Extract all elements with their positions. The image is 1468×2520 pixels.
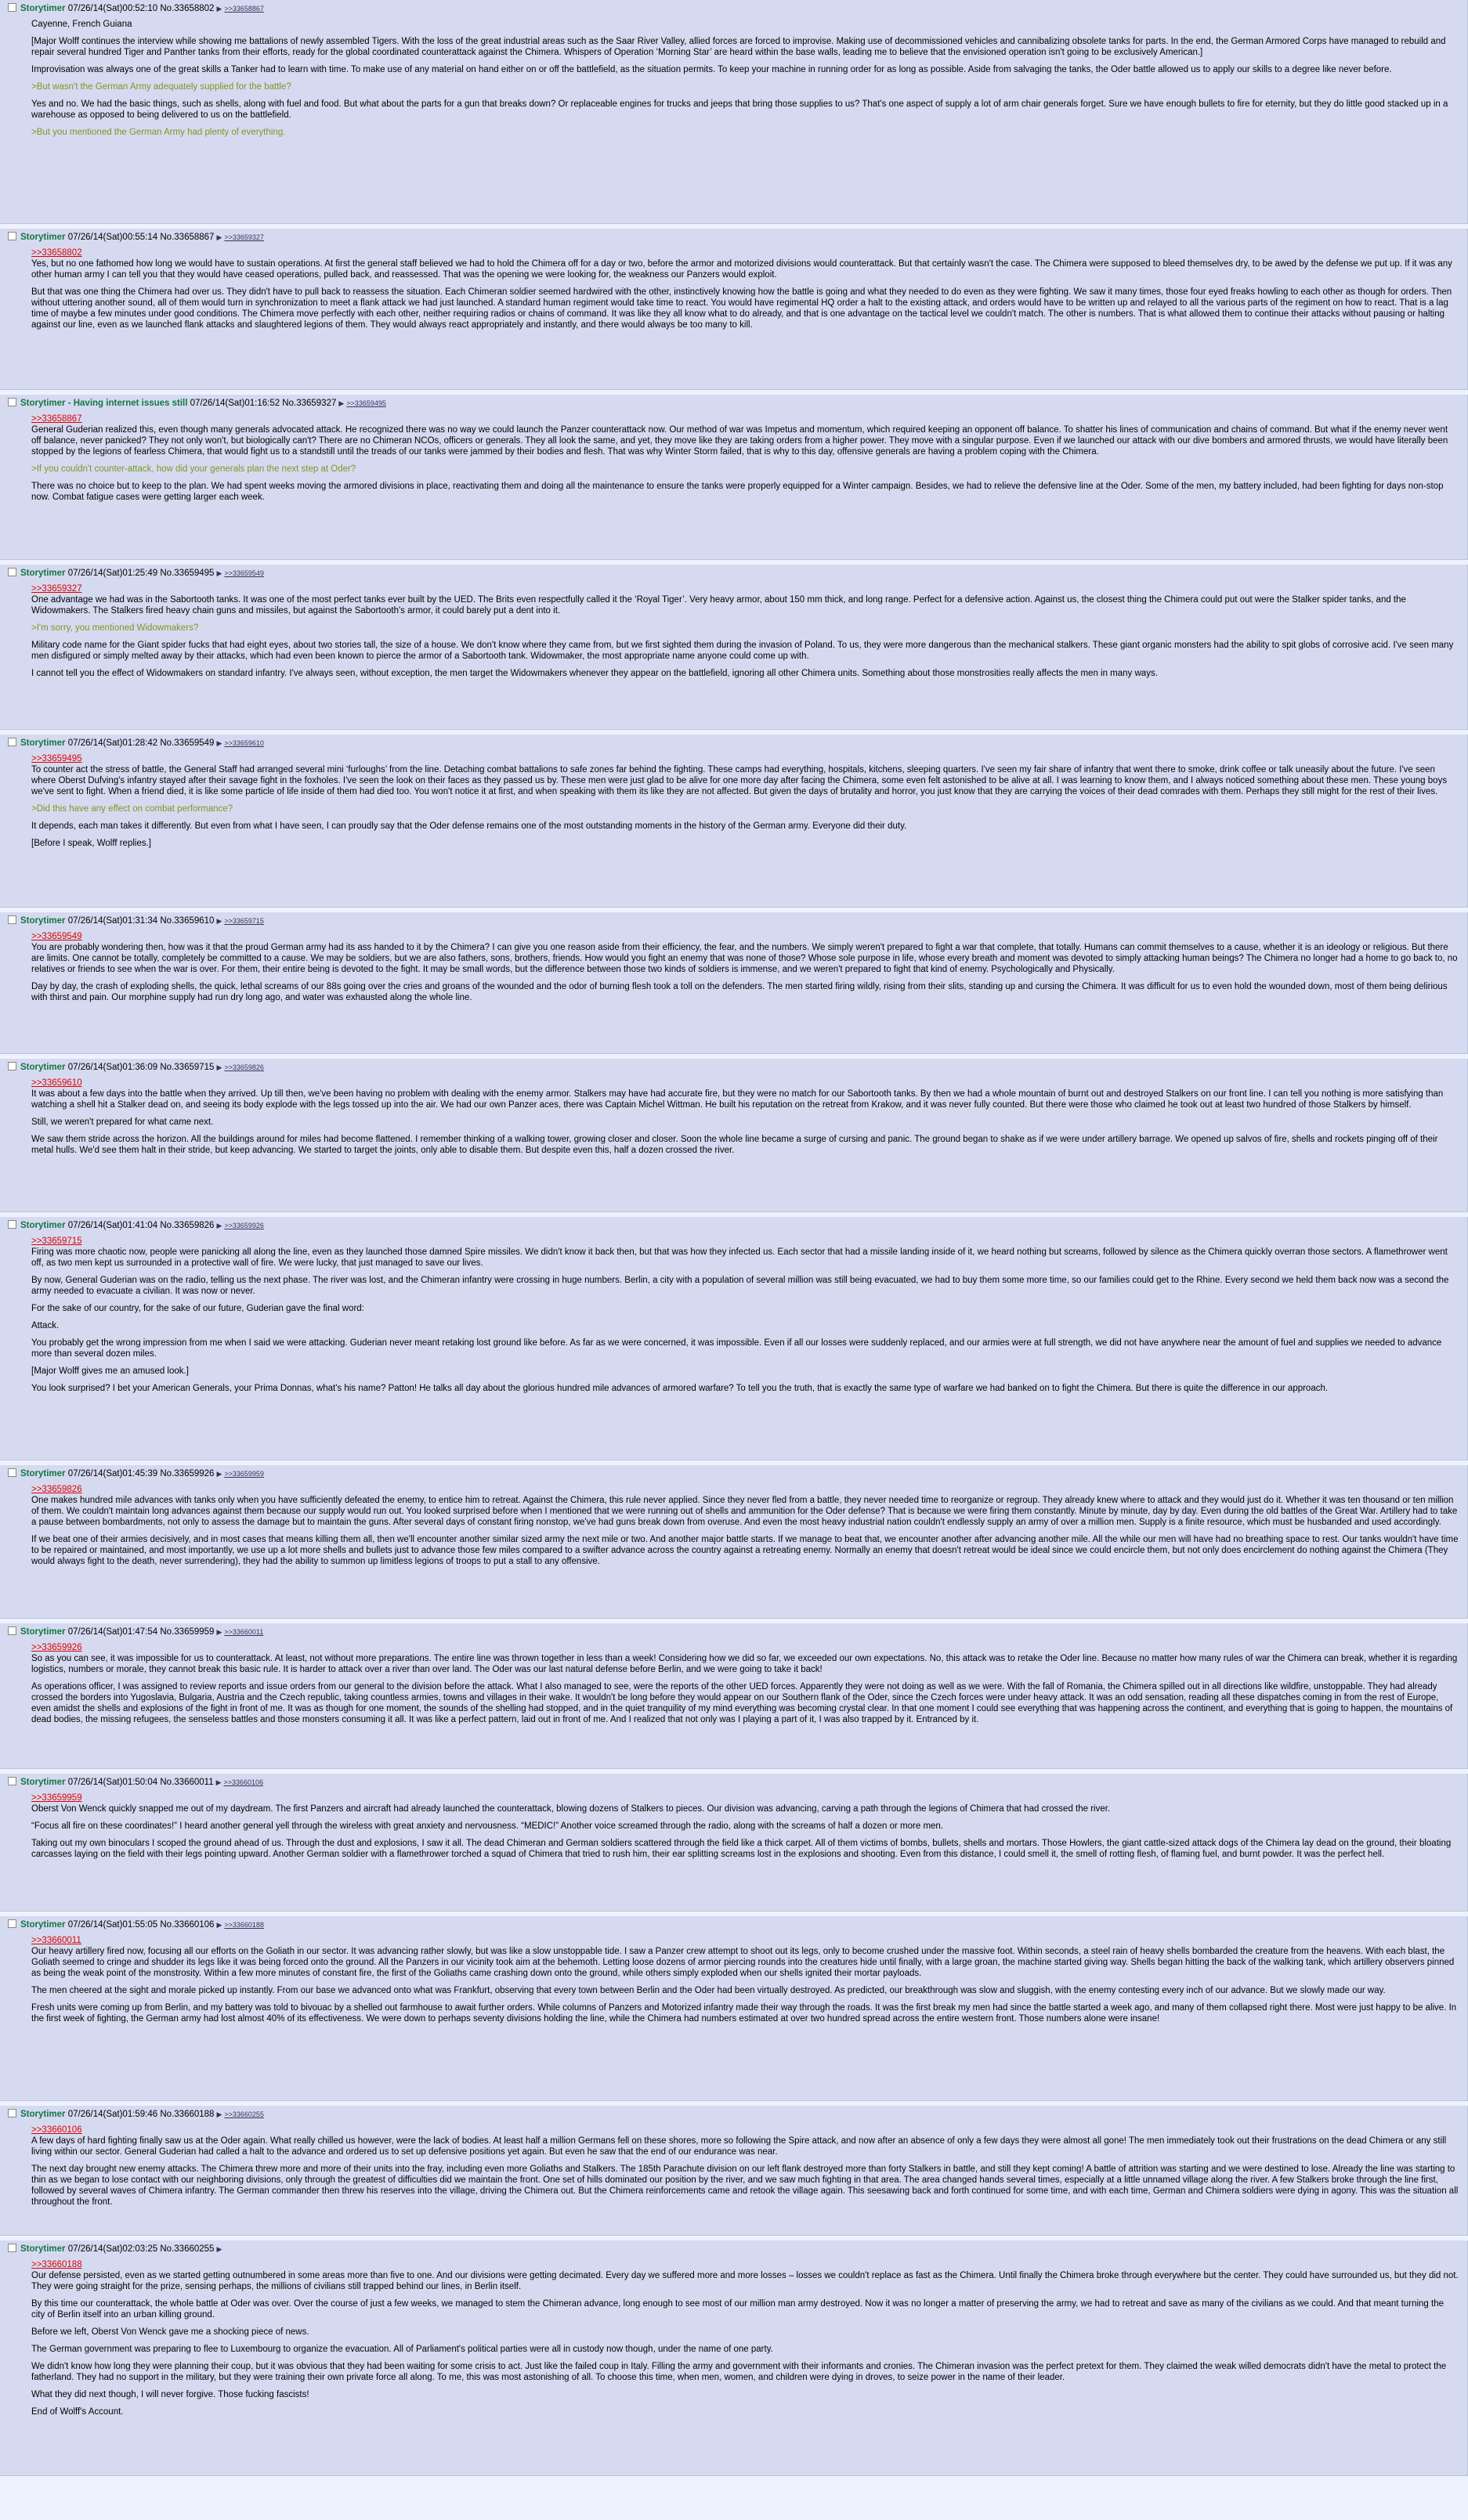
quote-link[interactable]: >>33659715 <box>31 1237 82 1246</box>
backlink[interactable]: >>33659926 <box>224 1222 264 1229</box>
post-paragraph: To counter act the stress of battle, the General Staff had arranged several mini ‘furloughs’ from the line. Detaching combat battalions to safe zones far behind the fighting. These camps had everything, hospitals, kitchens, sleeping quarters. I've seen my fair share of infantry that went there to smoke, drink coffee or talk uneasily about the future. I've seen where Oberst Dufving's infantry stayed after their savage fight in the foxholes. I've seen the look on their faces as they passed us by. These men were just glad to be alive for one more day after facing the Chimera, some even felt astonished to be alive at all. I was learning to know them, and I always noticed something about these men. These young boys we've sent to fight. When a friend died, it is like some particle of life inside of them had died too. You won't notice it at first, and when speaking with them its like they are not affected. But given the days of brutality and horror, you just know that they are carrying the voices of their dead comrades with them. Perhaps they still might for the rest of their lives. <box>31 765 1448 796</box>
post-checkbox[interactable] <box>8 568 16 576</box>
post-body <box>31 1935 1459 2024</box>
post-paragraph: If we beat one of their armies decisively, and in most cases that means killing them all, then we'll encounter another similar sized army the next mile or two. And another major battle starts. If we manage to beat that, we encounter another after advancing another mile. All the while our men will have had no breathing space to rest. Our tanks wouldn't have time to be repaired or maintained, and most importantly, we use up a lot more shells and bullets just to advance those few miles compared to a swifter advance across the country against a retreating enemy. Normally an enemy that doesn't retreat would be ideal since we could encircle them, but not only does encirclement do nothing against the Chimera (They would always fight to the death, never surrendering), they had the ability to summon up limitless legions of troops to put a stall to any offensive. <box>31 1535 1459 1566</box>
post <box>0 2240 1468 2476</box>
post-body <box>31 247 1459 330</box>
post-datetime-number[interactable]: 07/26/14(Sat)01:41:04 No.33659826 <box>67 1221 215 1230</box>
post-paragraph: You are probably wondering then, how was it that the proud German army had its ass handed to it by the Chimera? I can give you one reason aside from their efficiency, the fear, and the numbers. We simply weren't prepared to fight a war that complete, that totally. Humans can commit themselves to a cause, whether it is an ideology or religious. But there are limits. One cannot be totally, completely be committed to a cause. We may be soldiers, but we are also fathers, sons, brothers, friends. How would you fight an enemy that was none of those? Whose sole purpose in life, whose every breath and moment was devoted to simply attacking human beings? The Chimera no longer had a home to go back to, no relatives or friends to see when the war is over. For them, their entire being is devoted to the fight. It may be small words, but the difference between those two kinds of soldiers is immense, and we weren't prepared to fight that kind of enemy. Psychologically and Physically. <box>31 943 1458 974</box>
post-datetime-number[interactable]: 07/26/14(Sat)00:55:14 No.33658867 <box>67 233 215 242</box>
post-datetime-number[interactable]: 07/26/14(Sat)01:36:09 No.33659715 <box>67 1063 215 1072</box>
post-header <box>8 1777 1459 1788</box>
post-datetime-number[interactable]: 07/26/14(Sat)01:47:54 No.33659959 <box>67 1627 215 1637</box>
post-paragraph: It was about a few days into the battle when they arrived. Up till then, we've been having no problem with dealing with the enemy armor. Stalkers may have had accurate fire, but they were no match for our Sabortooth tanks. By then we had a whole mountain of burnt out and destroyed Stalkers on our front line. I can tell you nothing is more satisfying than watching a shell hit a Stalker dead on, and seeing its body explode with the legs tossed up into the air. We had our own Panzer aces, there was Captain Michel Wittman. He built his reputation on the retreat from Krakow, and it was never fully counted. But there were those who claimed he took out at least two hundred of those Stalkers by himself. <box>31 1089 1444 1110</box>
backlink[interactable]: >>33660255 <box>224 2110 264 2118</box>
backlink[interactable]: >>33660011 <box>224 1628 264 1636</box>
backlink[interactable]: >>33659549 <box>224 569 264 577</box>
post-header <box>8 2109 1459 2120</box>
post-paragraph: Firing was more chaotic now, people were panicking all along the line, even as they launched those damned Spire missiles. We didn't know it back then, but that was how they infected us. Each sector that had a missile landing inside of it, we heard nothing but screams, followed by silence as the Chimera quickly overran those sectors. A flamethrower went off, as two men kept us surrounded in a protective wall of fire. We were lucky, that just managed to save our lives. <box>31 1247 1448 1268</box>
post-datetime-number[interactable]: 07/26/14(Sat)01:55:05 No.33660106 <box>67 1920 215 1930</box>
post-paragraph: The next day brought new enemy attacks. The Chimera threw more and more of their units into the fray, including even more Goliaths and Stalkers. The 185th Parachute division on our left flank destroyed more than forty Stalkers in battle, and still they kept coming! A battle of attrition was starting and we were destined to lose. Already the line was starting to thin as we began to lose contact with our neighboring divisions, only through the greatest of difficulties did we maintain the front. One set of hills dominated our position by the river, and we saw much fighting in that area. The area changed hands several times, especially at a little unnamed village along the river. A few Stalkers broke through the line first, followed by several waves of Chimera infantry. The German commander then threw his reserves into the village, driving the Chimera out. But the Chimera reinforcements came and retook the village again. This seesawing back and forth continued for some time, and with each time, German and Chimera soldiers were dying in agony. This was the situation all throughout the front. <box>31 2164 1459 2207</box>
post-paragraph: Yes and no. We had the basic things, such as shells, along with fuel and food. But what about the parts for a gun that breaks down? Or replaceable engines for trucks and jeeps that bring those supplies to us? That's one aspect of supply a lot of arm chair generals forget. Sure we have enough bullets to fire for eternity, but they do little good stacked up in a warehouse as opposed to being delivered to us on the battlefield. <box>31 99 1448 120</box>
post-paragraph: You look surprised? I bet your American Generals, your Prima Donnas, what's his name? Patton! He talks all day about the glorious hundred mile advances of armored warfare? To tell you the truth, that is exactly the same type of warfare we had banked on to fight the Chimera. But there is quite the difference in our approach. <box>31 1384 1329 1393</box>
post-paragraph: What they did next though, I will never forgive. Those fucking fascists! <box>31 2390 309 2399</box>
post <box>0 1774 1468 1912</box>
post-header <box>8 1468 1459 1479</box>
post <box>0 912 1468 1054</box>
post-paragraph: Before we left, Oberst Von Wenck gave me a shocking piece of news. <box>31 2327 309 2337</box>
post-menu-arrow-icon[interactable]: ▶ <box>216 2110 222 2118</box>
post-paragraph: By this time our counterattack, the whole battle at Oder was over. Over the course of just a few weeks, we managed to stem the Chimeran advance, long enough to see most of our million man army destroyed. Now it was no longer a matter of preserving the army, we had to retreat and save as many of the civilians as we could. And that meant turning the city of Berlin itself into an urban killing ground. <box>31 2299 1444 2320</box>
post-header <box>8 1626 1459 1637</box>
post <box>0 1623 1468 1769</box>
poster-name: Storytimer <box>20 2244 66 2254</box>
post-checkbox[interactable] <box>8 232 16 240</box>
post-paragraph: Attack. <box>31 1321 60 1330</box>
post-body <box>31 1793 1459 1860</box>
greentext-line: >But you mentioned the German Army had plenty of everything. <box>31 128 286 137</box>
post-menu-arrow-icon[interactable]: ▶ <box>216 739 222 747</box>
post-checkbox[interactable] <box>8 398 16 406</box>
post <box>0 0 1468 224</box>
poster-name: Storytimer <box>20 569 66 578</box>
post-datetime-number[interactable]: 07/26/14(Sat)00:52:10 No.33658802 <box>67 4 215 13</box>
backlink[interactable]: >>33659495 <box>346 399 386 407</box>
post-menu-arrow-icon[interactable]: ▶ <box>216 917 222 925</box>
quote-link[interactable]: >>33659327 <box>31 584 82 594</box>
backlink[interactable]: >>33659610 <box>224 739 264 747</box>
post <box>0 1059 1468 1212</box>
post-menu-arrow-icon[interactable]: ▶ <box>216 1628 222 1636</box>
post <box>0 229 1468 390</box>
post-header <box>8 1919 1459 1930</box>
poster-name: Storytimer <box>20 1627 66 1637</box>
post-paragraph: You probably get the wrong impression from me when I said we were attacking. Guderian never meant retaking lost ground like before. As far as we were concerned, it was impossible. Even if all our losses were suddenly replaced, and our armies were at full strength, we did not have anywhere near the amount of fuel and supplies we needed to advance more than several dozen miles. <box>31 1338 1442 1359</box>
poster-name: Storytimer <box>20 1221 66 1230</box>
quote-link[interactable]: >>33659495 <box>31 754 82 764</box>
quote-link[interactable]: >>33658867 <box>31 414 82 424</box>
post-menu-arrow-icon[interactable]: ▶ <box>215 1778 222 1786</box>
post-datetime-number[interactable]: 07/26/14(Sat)01:28:42 No.33659549 <box>67 738 215 748</box>
post-header <box>8 398 1459 409</box>
post-paragraph: But that was one thing the Chimera had over us. They didn't have to pull back to reassess the situation. Each Chimeran soldier seemed hardwired with the other, instinctively knowing how the battle is going and what they needed to do even as they were fighting. We saw it many times, those four eyed freaks howling to each other as though for orders. Then without uttering another sound, all of them would turn in synchronization to meet a flank attack we had just launched. A standard human regiment would take time to react. You would have regimental HQ order a halt to the existing attack, and orders would have to be written up and relayed to all the various parts of the regiment on how to react. That is a lag time of maybe a few minutes under good conditions. The Chimera move perfectly with each other, neither requiring radios or chains of command. It was like they all know what to do already, and that is one advantage on the tactical level we couldn't match. The other is numbers. That is what allowed them to continue their attacks without pausing or halting against our line, even as we launched flank attacks and slaughtered legions of them. They would always react appropriately and instantly, and there would always be too many to kill. <box>31 287 1452 330</box>
greentext-line: >I'm sorry, you mentioned Widowmakers? <box>31 623 199 633</box>
post-checkbox[interactable] <box>8 1919 16 1928</box>
post-paragraph: [Before I speak, Wolff replies.] <box>31 839 151 848</box>
post-datetime-number[interactable]: 07/26/14(Sat)01:59:46 No.33660188 <box>67 2110 215 2119</box>
post-datetime-number[interactable]: 07/26/14(Sat)01:31:34 No.33659610 <box>67 916 215 926</box>
post-checkbox[interactable] <box>8 1220 16 1229</box>
post-paragraph: Day by day, the crash of exploding shells, the quick, lethal screams of our 88s going over the cries and groans of the wounded and the odor of burning flesh took a toll on the defenders. The men started firing wildly, rising from their slits, standing up and cursing the Chimera. It was difficult for us to even hold the wounded down, most of them being delirious with thirst and pain. Our morphine supply had run dry long ago, and water was exhausted along the whole line. <box>31 982 1448 1002</box>
post-header <box>8 568 1459 579</box>
quote-link[interactable]: >>33660188 <box>31 2260 82 2269</box>
post-body <box>31 583 1459 679</box>
post-paragraph: Our defense persisted, even as we started getting outnumbered in some areas more than five to one. And our divisions were getting decimated. Every day we suffered more and more losses – losses we couldn't replace as fast as the Chimera. Until finally the Chimera broke through everywhere but the center. They could have surrounded us, but they did not. They were going straight for the prize, sensing perhaps, the millions of civilians still trapped behind our lines, in Berlin itself. <box>31 2271 1459 2291</box>
post-header <box>8 738 1459 749</box>
post <box>0 735 1468 908</box>
post <box>0 565 1468 730</box>
post-paragraph: The German government was preparing to flee to Luxembourg to organize the evacuation. All of Parliament's political parties were all in custody now though, under the name of one party. <box>31 2345 773 2354</box>
quote-link[interactable]: >>33658802 <box>31 248 82 258</box>
quote-link[interactable]: >>33660106 <box>31 2125 82 2135</box>
poster-name: Storytimer <box>20 1063 66 1072</box>
poster-name: Storytimer <box>20 1920 66 1930</box>
poster-name: Storytimer <box>20 1469 66 1478</box>
post-menu-arrow-icon[interactable]: ▶ <box>338 399 345 407</box>
quote-link[interactable]: >>33659926 <box>31 1643 82 1652</box>
post-body <box>31 1078 1459 1156</box>
post-body <box>31 2125 1459 2208</box>
backlink[interactable]: >>33658867 <box>224 5 264 13</box>
post <box>0 1916 1468 2101</box>
post-checkbox[interactable] <box>8 2244 16 2252</box>
post-menu-arrow-icon[interactable]: ▶ <box>216 1063 222 1071</box>
post-paragraph: Oberst Von Wenck quickly snapped me out of my daydream. The first Panzers and aircraft had already launched the counterattack, blowing dozens of Stalkers to pieces. Our division was advancing, carving a path through the legions of Chimera that had crossed the river. <box>31 1804 1111 1814</box>
post <box>0 395 1468 560</box>
quote-link[interactable]: >>33659959 <box>31 1793 82 1803</box>
backlink[interactable]: >>33659715 <box>224 917 264 925</box>
post <box>0 1465 1468 1619</box>
post-paragraph: There was no choice but to keep to the plan. We had spent weeks moving the armored divisions in place, reactivating them and doing all the maintenance to ensure the tanks were properly equipped for a Winter campaign. Besides, we had to relieve the defensive line at the Oder. Some of the men, my battery included, had been fighting for days non-stop now. Combat fatigue cases were getting larger each week. <box>31 482 1444 502</box>
quote-link[interactable]: >>33659610 <box>31 1078 82 1088</box>
post-body <box>31 413 1459 503</box>
poster-name: Storytimer <box>20 2110 66 2119</box>
post-paragraph: We saw them stride across the horizon. All the buildings around for miles had become flattened. I remember thinking of a walking tower, growing closer and closer. Soon the whole line became a surge of cursing and panic. The ground began to shake as if we were under artillery barrage. We opened up salvos of fire, shells and rockets pinging off of their metal hulls. We'd see them halt in their stride, but keep advancing. We started to target the joints, only able to disable them. But despite even this, half a dozen crossed the river. <box>31 1135 1438 1155</box>
post-paragraph: Yes, but no one fathomed how long we would have to sustain operations. At first the general staff believed we had to hold the Chimera off for a day or two, before the armor and motorized divisions would counterattack. But that certainly wasn't the case. The Chimera were supposed to bleed themselves dry, to be awed by the defense we put up. If it was any other human army I can tell you that they would have ceased operations, pulled back, and reassessed. That was the opening we were looking for, the weakness our Panzers would exploit. <box>31 259 1452 280</box>
post-menu-arrow-icon[interactable]: ▶ <box>216 569 222 577</box>
post-checkbox[interactable] <box>8 2109 16 2117</box>
post-paragraph: Military code name for the Giant spider fucks that had eight eyes, about two stories tall, the size of a house. We don't know where they came from, but we first sighted them during the invasion of Poland. To us, they were more dangerous than the mechanical stalkers. These giant organic monsters had the ability to spit globs of corrosive acid. I've seen many men disfigured or simply melted away by their attacks, which had even been known to pierce the armor of a Sabortooth tank. Widowmaker, the most appropriate name anyone could come up with. <box>31 641 1454 661</box>
post-header <box>8 2244 1459 2255</box>
post-menu-arrow-icon[interactable]: ▶ <box>216 5 222 13</box>
post-body <box>31 1642 1459 1725</box>
poster-name: Storytimer - Having internet issues still <box>20 399 188 408</box>
post-menu-arrow-icon[interactable]: ▶ <box>216 2245 222 2253</box>
post-datetime-number[interactable]: 07/26/14(Sat)01:16:52 No.33659327 <box>190 399 337 408</box>
greentext-line: >But wasn't the German Army adequately supplied for the battle? <box>31 82 291 92</box>
post-body <box>31 753 1459 849</box>
post-paragraph: Cayenne, French Guiana <box>31 20 132 29</box>
post-body <box>31 19 1459 138</box>
post-paragraph: Our heavy artillery fired now, focusing all our efforts on the Goliath in our sector. It was advancing rather slowly, but was like a slow unstoppable tide. I saw a Panzer crew attempt to shoot out its legs, only to become crushed under the massive foot. Within seconds, a steel rain of heavy shells bombarded the creature from the heavens. With each blast, the Goliath seemed to cringe and shudder its legs like it was being forced onto the ground. All the Panzers in our vicinity took aim at the behemoth. Letting loose dozens of armor piercing rounds into the creatures hide until finally, with a large groan, the machine started giving way. Shells began hitting the back of the walking tank, which artillery observers pinned as being the weak point of the monstrosity. Within a few more minutes of constant fire, the first of the Goliaths came crashing down onto the ground, while others simply exploded when our shells ignited their mortar payloads. <box>31 1947 1455 1978</box>
poster-name: Storytimer <box>20 4 66 13</box>
post-paragraph: As operations officer, I was assigned to review reports and issue orders from our general to the division before the attack. What I also managed to see, were the reports of the other UED forces. Apparently they were not doing as well as we were. With the fall of Romania, the Chimera spilled out in all directions like wildfire, unstoppable. They had already crossed the borders into Yugoslavia, Bulgaria, Austria and the Czech republic, taking countless armies, towns and villages in their wake. It wouldn't be long before they would appear on our Southern flank of the Oder, since the Czech forces were under heavy attack. It was an odd sensation, reading all these dispatches coming in from the rest of Europe, even amidst the shells and explosions of the fight in front of me. It was as though for one moment, the sounds of the shelling had stopped, and in the quiet tranquility of my mind everything was becoming crystal clear. In that one moment I could see everything that was happening across the continent, and everything that is going to happen, the mountains of dead bodies, the missing refugees, the senseless battles and those monsters consuming it all. It was like a perfect pattern, laid out in front of me. And I realized that not only was I playing a part of it, I was also trapped by it. Entranced by it. <box>31 1682 1453 1724</box>
post-datetime-number[interactable]: 07/26/14(Sat)01:50:04 No.33660011 <box>67 1778 214 1787</box>
post-paragraph: “Focus all fire on these coordinates!” I heard another general yell through the wireless with great anxiety and nervousness. “MEDIC!” Another voice screamed through the radio, along with the screams of half a dozen or more men. <box>31 1821 944 1831</box>
post-paragraph: General Guderian realized this, even though many generals advocated attack. He recognized there was no way we could launch the Panzer counterattack now. Our method of war was Impetus and momentum, which required keeping an opponent off balance. To shatter his lines of communication and chains of command. But what if the enemy never went off balance, never panicked? They not only won't, but biologically can't? There are no Chimeran NCOs, officers or generals. They all look the same, and yet, they move like they are taking orders from a higher power. They move with a singular purpose. Even if we launched our attack with our dive bombers and armored thrusts, we would have literally been stopped by the legions of fearless Chimera, that would fight us to a standstill until the treads of our tanks were jammed by their bodies and flesh. That was why Winter Storm failed, that is why to this day, offensive generals are having a problem coping with the Chimera. <box>31 425 1448 457</box>
post-checkbox[interactable] <box>8 1062 16 1070</box>
post-header <box>8 1220 1459 1231</box>
backlink[interactable]: >>33660188 <box>224 1921 264 1929</box>
post-paragraph: Taking out my own binoculars I scoped the ground ahead of us. Through the dust and explosions, I saw it all. The dead Chimeran and German soldiers scattered through the field like a thick carpet. All of them victims of bombs, bullets, shells and mortars. Those Howlers, the giant cattle-sized attack dogs of the Chimera lay dead on the ground, their bloating carcasses laying on the field with their legs pointing upward. Another German soldier with a flamethrower torched a squad of Chimera that tried to rush him, their ear splitting screams lost in the explosions and shooting. Even from this distance, I could smell it, the smell of rotting flesh, of flaming fuel, and burnt powder. It was the perfect hell. <box>31 1839 1452 1859</box>
post-checkbox[interactable] <box>8 1468 16 1477</box>
post-datetime-number[interactable]: 07/26/14(Sat)01:45:39 No.33659926 <box>67 1469 215 1478</box>
post-datetime-number[interactable]: 07/26/14(Sat)02:03:25 No.33660255 <box>67 2244 215 2254</box>
post-paragraph: The men cheered at the sight and morale picked up instantly. From our base we advanced onto what was Frankfurt, observing that every town between Berlin and the Oder had been virtually destroyed. As predicted, our breakthrough was slow and sluggish, with the enemy contesting every inch of our advance. But we slowly made our way. <box>31 1986 1386 1995</box>
post-body <box>31 1236 1459 1394</box>
post-paragraph: One makes hundred mile advances with tanks only when you have sufficiently defeated the enemy, to entice him to retreat. Against the Chimera, this rule never applied. Since they never fled from a battle, they never needed time to reorganize or regroup. They already knew where to attack and they would just do it. Whether it was ten thousand or ten million of them. We couldn't maintain long advances against them because our supply would run out. You looked surprised before when I mentioned that we were running out of shells and ammunition for the Oder defense? That is because we were firing them constantly. Minute by minute, day by day. Even during the old battles of the Great War. Artillery had to take a pause between bombardments, not only to assess the damage but to maintain the guns. After several days of constant firing nonstop, we've had guns break down from overuse. And even the most heavy industrial nation couldn't endlessly supply an army of over a million men. Supply is a finite resource, which must be husbanded and used accordingly. <box>31 1496 1458 1527</box>
quote-link[interactable]: >>33659549 <box>31 932 82 941</box>
post-paragraph: [Major Wolff gives me an amused look.] <box>31 1367 189 1376</box>
post-header <box>8 3 1459 14</box>
quote-link[interactable]: >>33659826 <box>31 1485 82 1494</box>
post-paragraph: It depends, each man takes it differently. But even from what I have seen, I can proudly say that the Oder defense remains one of the most outstanding moments in the history of the German army. Everyone did their duty. <box>31 821 907 831</box>
post-paragraph: Still, we weren't prepared for what came next. <box>31 1117 214 1127</box>
backlink[interactable]: >>33660106 <box>223 1778 264 1786</box>
post-body <box>31 2259 1459 2417</box>
post-body <box>31 1484 1459 1567</box>
backlink[interactable]: >>33659327 <box>224 233 264 241</box>
post <box>0 2106 1468 2236</box>
post-paragraph: So as you can see, it was impossible for us to counterattack. At least, not without more preparations. The entire line was thrown together in less than a week! Considering how we did so far, we exceeded our own expectations. No, this attack was to retake the Oder line. Because no matter how many rules of war the Chimera can break, whether it is regarding logistics, numbers or morale, they cannot break this basic rule. It is harder to attack over a river than over land. The Oder was our last natural defense before Berlin, and we were going to take it back! <box>31 1654 1458 1674</box>
post-paragraph: Improvisation was always one of the great skills a Tanker had to learn with time. To make use of any material on hand either on or off the battlefield, as the situation permits. To keep your machine in running order for as long as possible. Aside from salvaging the tanks, the Oder battle allowed us to apply our skills to a degree like never before. <box>31 65 1392 74</box>
post-menu-arrow-icon[interactable]: ▶ <box>216 1470 222 1478</box>
post-checkbox[interactable] <box>8 3 16 12</box>
backlink[interactable]: >>33659959 <box>224 1470 264 1478</box>
post-checkbox[interactable] <box>8 1626 16 1635</box>
post-checkbox[interactable] <box>8 1777 16 1785</box>
post-header <box>8 1062 1459 1073</box>
poster-name: Storytimer <box>20 916 66 926</box>
post-menu-arrow-icon[interactable]: ▶ <box>216 1921 222 1929</box>
post-paragraph: We didn't know how long they were planning their coup, but it was obvious that they had been waiting for some crisis to act. Just like the failed coup in Italy. Filling the army and government with their informants and cronies. The Chimeran invasion was the perfect pretext for them. They claimed the weak willed democrats didn't have the metal to protect the fatherland. They had no support in the military, but they were training their own private force all along. To me, this was most astonishing of all. To choose this time, when men, women, and children were dying in droves, to seize power in the name of their leader. <box>31 2362 1447 2382</box>
poster-name: Storytimer <box>20 233 66 242</box>
poster-name: Storytimer <box>20 738 66 748</box>
post-paragraph: Fresh units were coming up from Berlin, and my battery was told to bivouac by a shelled out farmhouse to await further orders. While columns of Panzers and Motorized infantry made their way through the roads. It was the first break my men had since the battle started a week ago, and many of them collapsed right there. Most were just happy to be alive. In the first week of fighting, the German army had lost almost 40% of its effectiveness. We were down to perhaps seventy divisions holding the line, while the Chimera had numbers estimated at over two hundred spread across the entire western front. Those numbers alone were insane! <box>31 2003 1457 2024</box>
post-header <box>8 232 1459 243</box>
post-header <box>8 915 1459 926</box>
post-paragraph: I cannot tell you the effect of Widowmakers on standard infantry. I've always seen, without exception, the men target the Widowmakers whenever they appear on the battlefield, ignoring all other Chimera units. Something about those monstrosities really affects the men in many ways. <box>31 669 1158 678</box>
post-body <box>31 931 1459 1003</box>
greentext-line: >Did this have any effect on combat performance? <box>31 804 233 814</box>
poster-name: Storytimer <box>20 1778 66 1787</box>
post-menu-arrow-icon[interactable]: ▶ <box>216 233 222 241</box>
backlink[interactable]: >>33659826 <box>224 1063 264 1071</box>
post-paragraph: [Major Wolff continues the interview while showing me battalions of newly assembled Tigers. With the loss of the great industrial areas such as the Saar River Valley, allied forces are forced to improvise. Making use of decommissioned vehicles and cannibalizing obsolete tanks for parts. In the end, the German Armored Corps have managed to rebuild and repair several hundred Tiger and Panther tanks from their efforts, ready for the global coordinated counterattack against the Chimera. Whispers of Operation ‘Morning Star’ are heard within the base walls, leading me to believe that the envisioned operation isn't going to be exclusively American.] <box>31 37 1446 57</box>
post-datetime-number[interactable]: 07/26/14(Sat)01:25:49 No.33659495 <box>67 569 215 578</box>
post-paragraph: One advantage we had was in the Sabortooth tanks. It was one of the most perfect tanks ever built by the UED. The Brits even respectfully called it the ‘Royal Tiger’. Very heavy armor, about 150 mm thick, and long range. Perfect for a defensive action. Against us, the closest thing the Chimera could put out were the Stalker spider tanks, and the Widowmakers. The Stalkers fired heavy chain guns and missiles, but against the Sabortooth's armor, it could barely put a dent into it. <box>31 595 1406 616</box>
quote-link[interactable]: >>33660011 <box>31 1936 81 1945</box>
post-paragraph: For the sake of our country, for the sake of our future, Guderian gave the final word: <box>31 1304 364 1313</box>
greentext-line: >If you couldn't counter-attack, how did your generals plan the next step at Oder? <box>31 464 356 474</box>
post-paragraph: By now, General Guderian was on the radio, telling us the next phase. The river was lost, and the Chimeran infantry were crossing in huge numbers. Berlin, a city with a population of several million was still being evacuated, we had to buy them some more time, so our families could get to the Rhine. Every second we held them back now was a second the army needed to evacuate a civilian. It was now or never. <box>31 1276 1449 1296</box>
post <box>0 1217 1468 1460</box>
post-menu-arrow-icon[interactable]: ▶ <box>216 1222 222 1229</box>
post-checkbox[interactable] <box>8 915 16 924</box>
post-paragraph: End of Wolff's Account. <box>31 2407 124 2417</box>
post-paragraph: A few days of hard fighting finally saw us at the Oder again. What really chilled us however, were the lack of bodies. At least half a million Germans fell on these shores, more so following the Spire attack, and now after an absence of only a few days they were almost all gone! The men immediately took out their frustrations on the dead Chimera or any still living within our sector. General Guderian had called a halt to the advance and ordered us to set up defensive positions yet again. But even he saw that the end of our endurance was near. <box>31 2136 1447 2157</box>
post-checkbox[interactable] <box>8 738 16 746</box>
